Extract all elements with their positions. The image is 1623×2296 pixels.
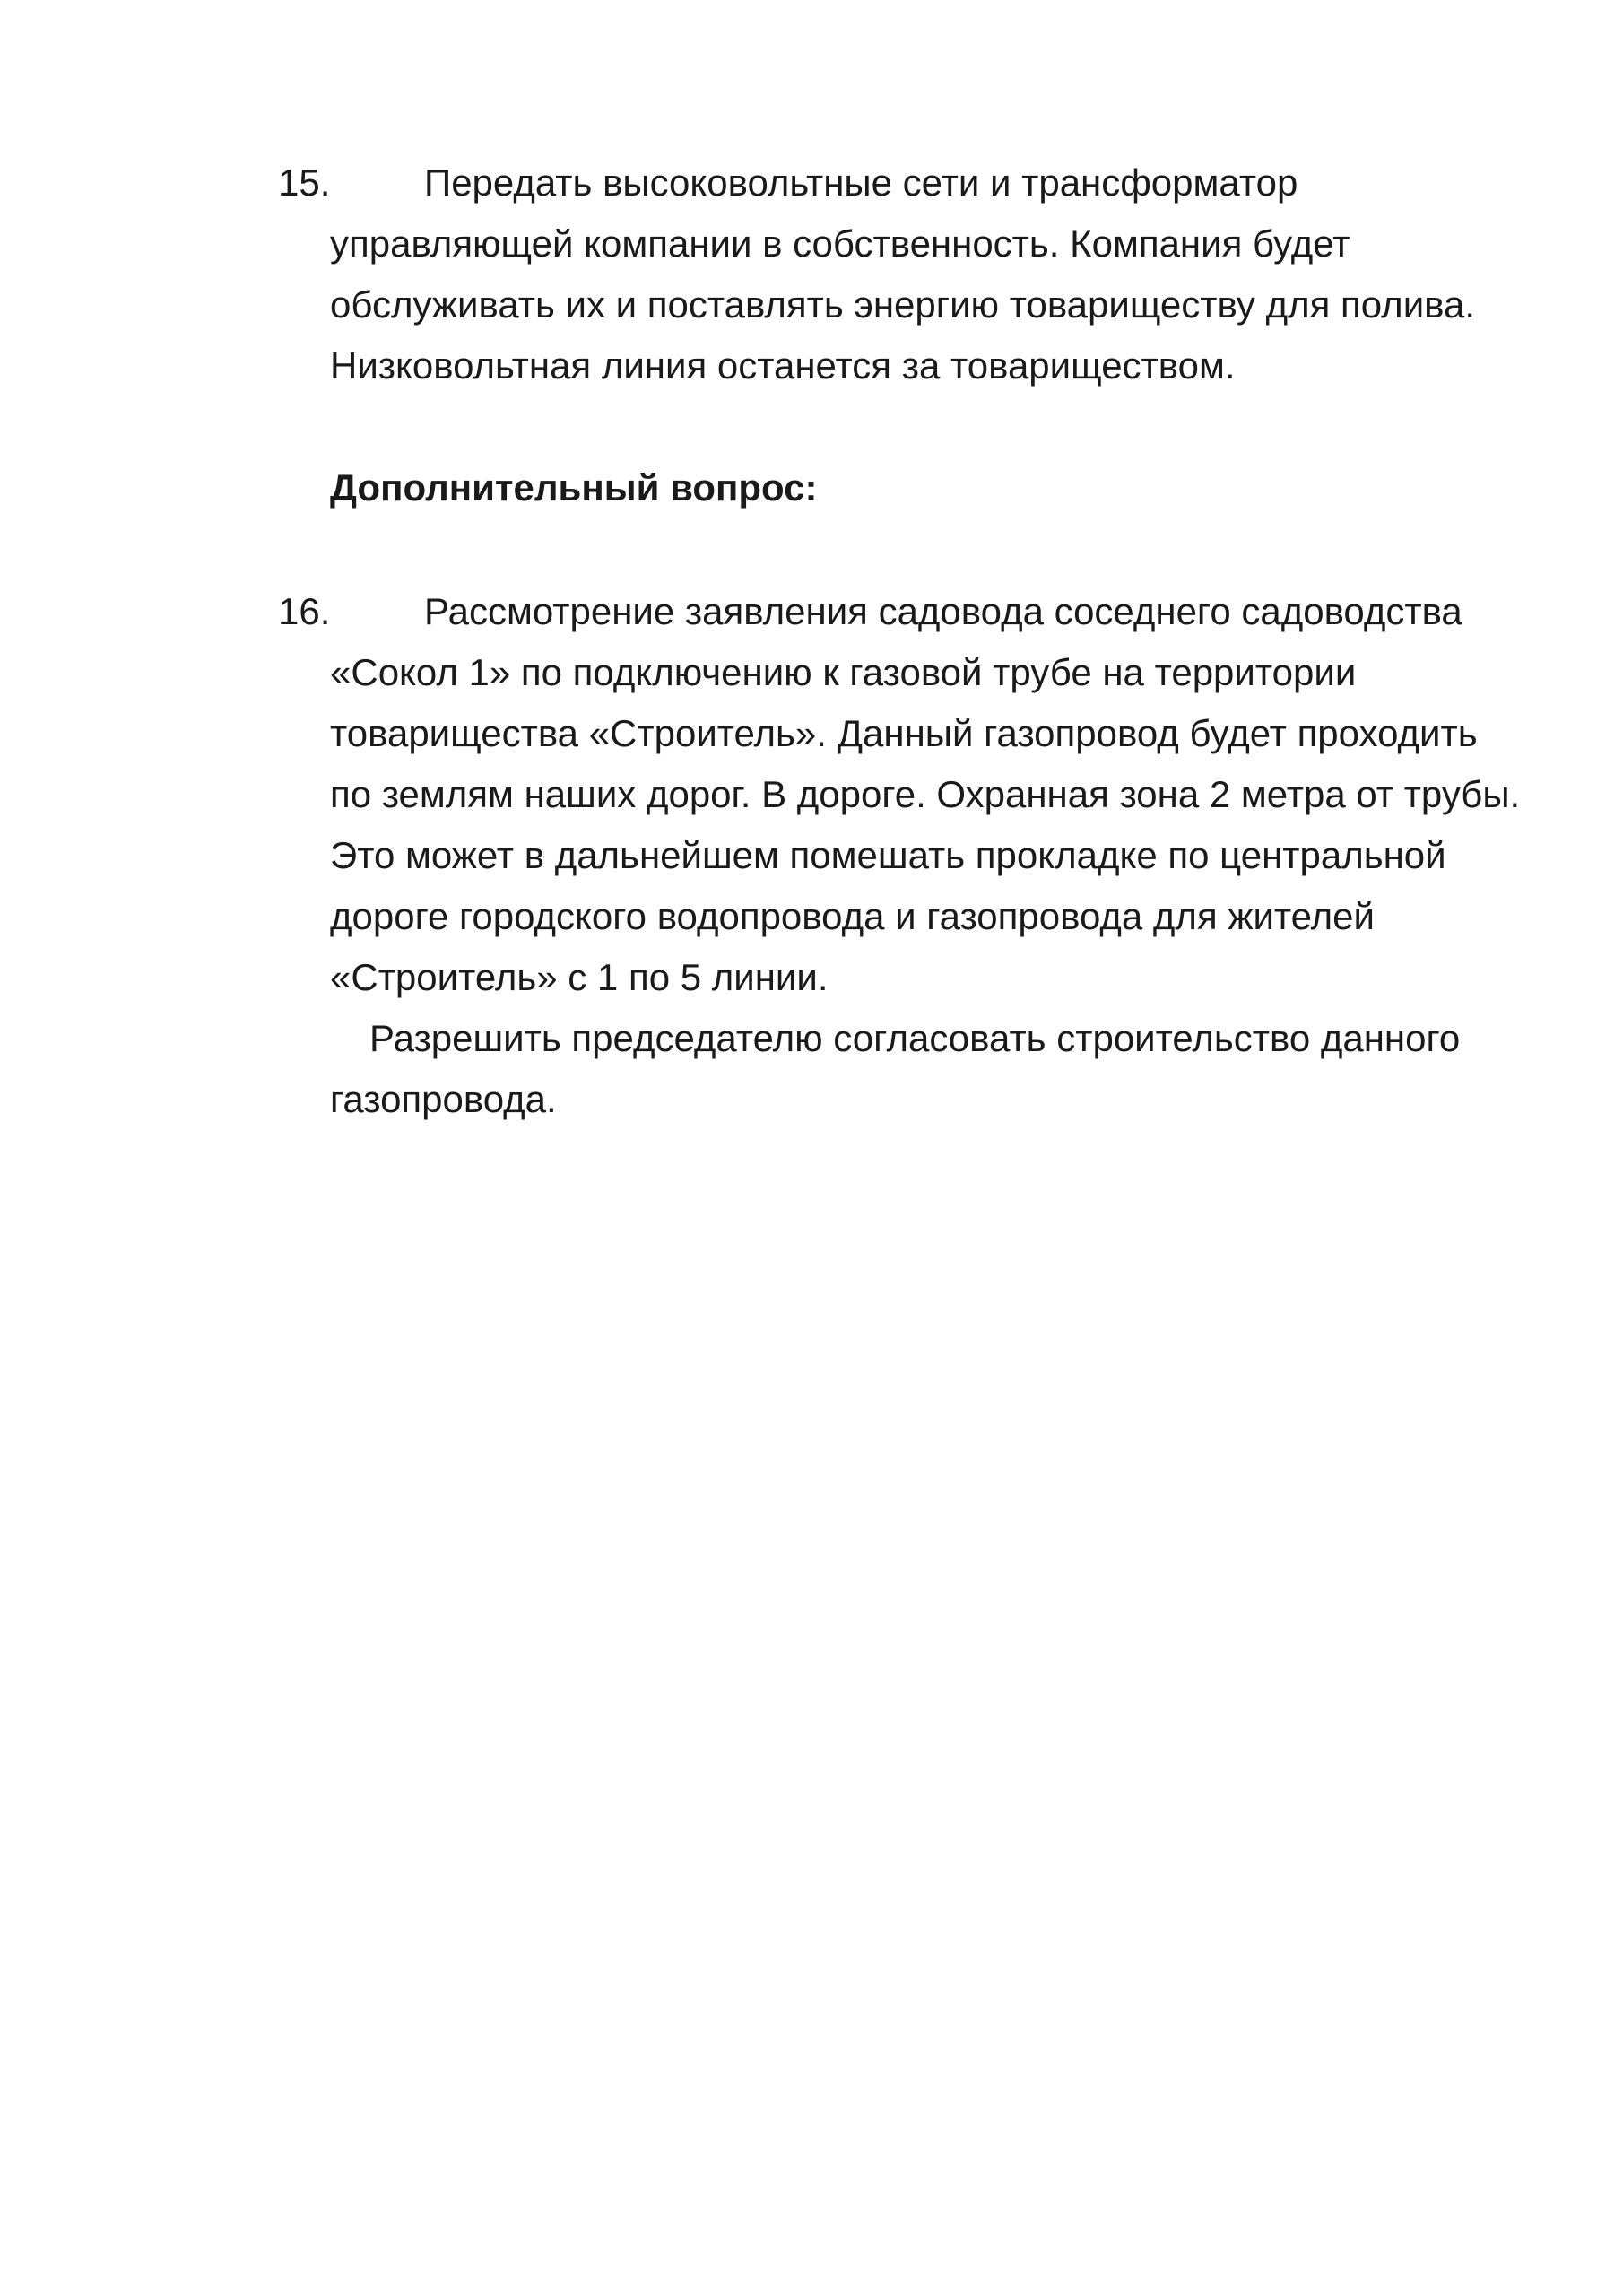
item-text: Передать высоковольтные сети и трансформатор управляющей компании в собственность. Компания будет обслуживать их и поставлять энергию товариществу для полива. Низковольтная линия останется за товариществом. [330, 161, 1476, 387]
item-resolution-text: Разрешить председателю согласовать строительство данного газопровода. [330, 1017, 1461, 1120]
list-item-16 [278, 581, 1524, 1130]
item-number: 15. [278, 161, 331, 204]
item-number: 16. [278, 590, 331, 632]
section-heading: Дополнительный вопрос: [330, 466, 818, 509]
item-text: Рассмотрение заявления садовода соседнего садоводства «Сокол 1» по подключению к газовой трубе на территории товарищества «Строитель». Данный газопровод будет проходить по землям наших дорог. В дороге. Охранная зона 2 метра от трубы. Это может в дальнейшем помешать прокладке по центральной дороге городского водопровода и газопровода для жителей «Строитель» с 1 по 5 линии. [330, 590, 1521, 998]
list-item-15 [278, 152, 1524, 396]
